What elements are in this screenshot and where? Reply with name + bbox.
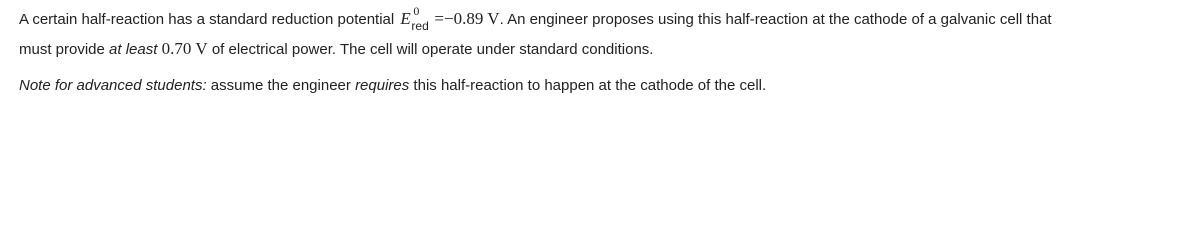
note-text-middle: assume the engineer: [206, 77, 356, 94]
potential-value: =−0.89 V: [434, 9, 500, 28]
line2-emphasis: at least: [109, 41, 158, 58]
note-label: Note for advanced students:: [19, 77, 207, 94]
problem-line-2: [19, 39, 653, 60]
advanced-note: [19, 76, 766, 96]
line1-text-before: A certain half-reaction has a standard reduction potential: [19, 11, 399, 28]
problem-line-1: [19, 4, 1052, 33]
line1-text-after: . An engineer proposes using this half-reaction at the cathode of a galvanic cell that: [499, 11, 1052, 28]
required-voltage-value: 0.70 V: [157, 39, 208, 58]
potential-symbol-e: E: [400, 9, 411, 28]
note-text-after: this half-reaction to happen at the cathode of the cell.: [409, 77, 767, 94]
potential-subscript: red: [411, 19, 429, 33]
potential-superscript: 0: [413, 4, 420, 18]
line2-text-after: of electrical power. The cell will operate under standard conditions.: [207, 41, 654, 58]
note-emphasis: requires: [355, 77, 410, 94]
line2-text-before: must provide: [19, 41, 110, 58]
standard-reduction-potential-symbol: [398, 4, 434, 33]
